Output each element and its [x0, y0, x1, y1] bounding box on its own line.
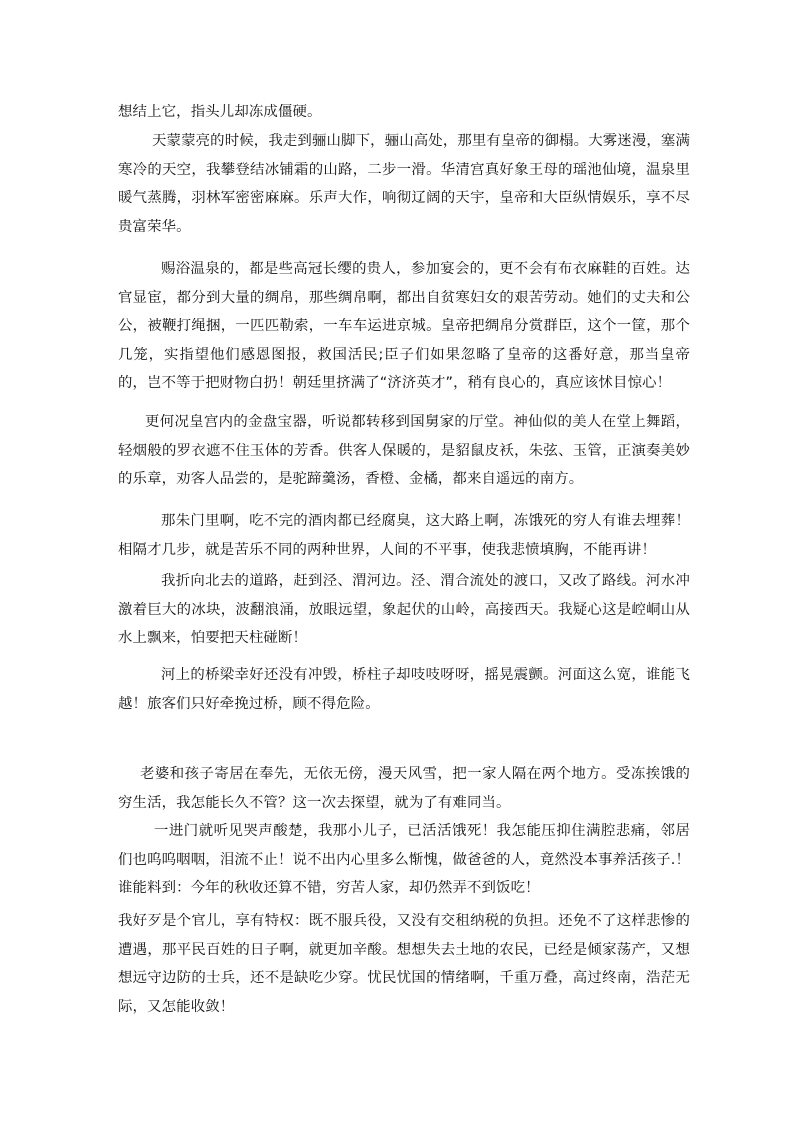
paragraph-6: 我折向北去的道路，赶到泾、渭河边。泾、渭合流处的渡口，又改了路线。河水冲激着巨大的冰块，波翻浪涌，放眼远望，象起伏的山岭，高接西天。我疑心这是崆峒山从水上飘来，怕要把天柱碰断！ — [118, 573, 690, 646]
paragraph-3: 赐浴温泉的，都是些高冠长缨的贵人，参加宴会的，更不会有布衣麻鞋的百姓。达官显宦，都分到大量的绸帛，那些绸帛啊，都出自贫寒妇女的艰苦劳动。她们的丈夫和公公，被鞭打绳捆，一匹匹勒索，一车车运进京城。皇帝把绸帛分赏群臣，这个一筐，那个几笼，实指望他们感恩图报，救国活民;臣子们如果忽略了皇帝的这番好意，那当皇帝的，岂不等于把财物白扔！朝廷里挤满了“济济英才”，稍有良心的，真应该怵目惊心！ — [118, 261, 690, 391]
paragraph-4: 更何况皇宫内的金盘宝器，听说都转移到国舅家的厅堂。神仙似的美人在堂上舞蹈，轻烟般的罗衣遮不住玉体的芳香。供客人保暖的，是貂鼠皮袄，朱弦、玉管，正演奏美妙的乐章，劝客人品尝的，是驼蹄羹汤，香橙、金橘，都来自遥远的南方。 — [118, 414, 690, 487]
paragraph-5: 那朱门里啊，吃不完的酒肉都已经腐臭，这大路上啊，冻饿死的穷人有谁去埋葬！相隔才几步，就是苦乐不同的两种世界，人间的不平事，使我悲愤填胸，不能再讲！ — [118, 513, 690, 558]
paragraph-9: 一进门就听见哭声酸楚，我那小儿子，已活活饿死！我怎能压抑住满腔悲痛，邻居们也呜呜咽咽，泪流不止！说不出内心里多么惭愧，做爸爸的人，竟然没本事养活孩子.！谁能料到：今年的秋收还算不错，穷苦人家，却仍然弄不到饭吃！ — [118, 823, 690, 896]
paragraph-7: 河上的桥梁幸好还没有冲毁，桥柱子却吱吱呀呀，摇晃震颤。河面这么宽，谁能飞越！旅客们只好牵挽过桥，顾不得危险。 — [118, 667, 690, 712]
paragraph-10: 我好歹是个官儿，享有特权：既不服兵役，又没有交租纳税的负担。还免不了这样悲惨的遭遇，那平民百姓的日子啊，就更加辛酸。想想失去土地的农民，已经是倾家荡产，又想想远守边防的士兵，还不是缺吃少穿。忧民忧国的情绪啊，千重万叠，高过终南，浩茫无际，又怎能收敛！ — [118, 913, 690, 1015]
paragraph-2: 天蒙蒙亮的时候，我走到骊山脚下，骊山高处，那里有皇帝的御榻。大雾迷漫，塞满寒冷的天空，我攀登结冰铺霜的山路，二步一滑。华清宫真好象王母的瑶池仙境，温泉里暖气蒸腾，羽林军密密麻麻。乐声大作，响彻辽阔的天宇，皇帝和大臣纵情娱乐，享不尽贵富荣华。 — [118, 133, 691, 235]
paragraph-1: 想结上它，指头儿却冻成僵硬。 — [118, 104, 322, 120]
paragraph-8: 老婆和孩子寄居在奉先，无依无傍，漫天风雪，把一家人隔在两个地方。受冻挨饿的穷生活，我怎能长久不管？这一次去探望，就为了有难同当。 — [118, 766, 690, 811]
